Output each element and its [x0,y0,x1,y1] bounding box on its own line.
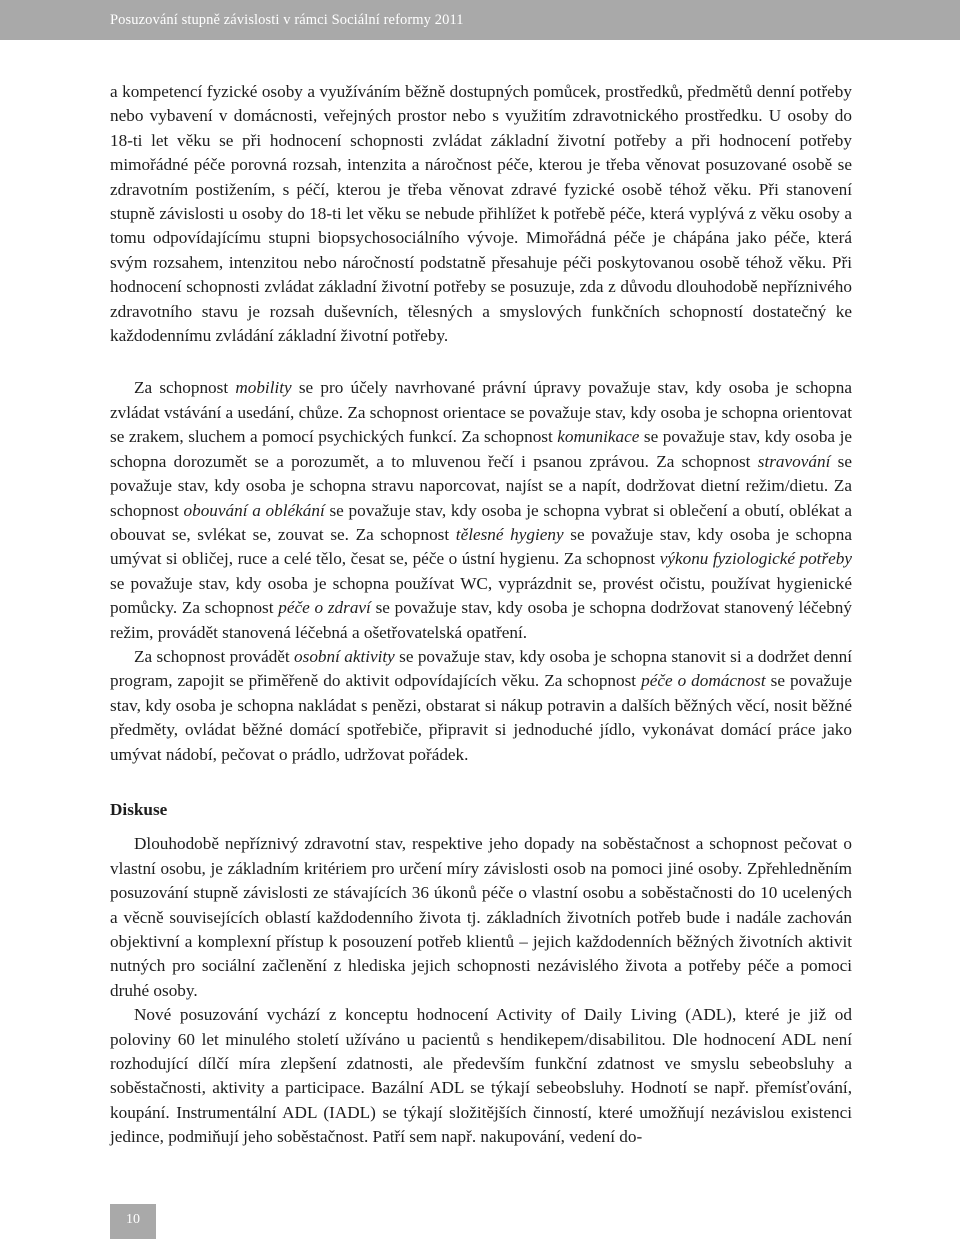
text-run: se považuje stav, kdy osoba je schopna dorozumět se a porozumět, a to mluvenou řečí i psanou zprávou. Za schopnost [110,427,852,471]
header-title: Posuzování stupně závislosti v rámci Sociální reformy 2011 [110,12,464,28]
page-number: 10 [126,1212,140,1227]
term-communication: komunikace [557,427,640,447]
text-run: se pro účely navrhované právní úpravy považuje stav, kdy osoba je schopna zvládat vstávání a usedání, chůze. Za schopnost orientace se považuje stav, kdy osoba je schopna orientovat se zrakem, sluchem a pomocí psychických funkcí. Za schopnost [110,378,852,447]
term-mobility: mobility [235,378,292,398]
running-header [0,0,960,40]
paragraph-2 [110,376,852,644]
text-run: se považuje stav, kdy osoba je schopna vybrat si oblečení a obutí, oblékat a obouvat se, svlékat se, zouvat se. Za schopnost [110,500,853,544]
paragraph-3 [110,645,852,767]
term-hygiene: tělesné hygieny [455,524,564,544]
paragraph-1: a kompetencí fyzické osoby a využíváním běžně dostupných pomůcek, prostředků, předmětů denní potřeby nebo vybavení v domácnosti, veřejných prostor nebo s využitím zdravotnického prostředku. U osoby do 18-ti let věku se při hodnocení schopnosti zvládat základní životní potřeby a při hodnocení potřeby mimořádné péče porovná rozsah, intenzita a náročnost péče, kterou je třeba věnovat posuzované osobě se zdravotním postižením, s péčí, kterou je třeba věnovat zdravé fyzické osobě téhož věku. Při stanovení stupně závislosti u osoby do 18-ti let věku se nebude přihlížet k potřebě péče, která vyplývá z věku osoby a tomu odpovídajícímu stupni biopsychosociálního vývoje. Mimořádná péče je chápána jako péče, která svým rozsahem, intenzitou nebo náročností podstatně přesahuje péči poskytovanou osobě téhož věku. Při hodnocení schopnosti zvládat základní životní potřeby se posuzuje, zda z důvodu dlouhodobě nepříznivého zdravotního stavu je rozsah duševních, tělesných a smyslových funkčních schopností dostatečný ke každodennímu zvládání základní životní potřeby. [110,82,852,346]
term-eating: stravování [757,451,831,471]
text-run: se považuje stav, kdy osoba je schopna stanovit si a dodržet denní program, zapojit se přiměřeně do aktivit odpovídajících věku. Za schopnost [110,646,852,691]
paragraph-4: Dlouhodobě nepříznivý zdravotní stav, respektive jeho dopady na soběstačnost a schopnost pečovat o vlastní osobu, je základním kritériem pro určení míry závislosti osob na pomoci jiné osoby. Zpřehledněním posuzování stupně závislosti ze stávajících 36 úkonů péče o vlastní osobu a soběstačnosti do 10 ucelených a věcně souvisejících oblastí každodenního života tj. základních životních potřeb bude i nadále zachován objektivní a komplexní přístup k posouzení potřeb klientů – jejich každodenních běžných životních aktivit nutných pro sociální začlenění z hlediska jejich schopnosti nezávislého života a potřeby péče a pomoci druhé osoby. [110,834,852,1000]
text-run: Za schopnost [134,378,236,398]
text-run: se považuje stav, kdy osoba je schopna dodržovat stanovený léčebný režim, provádět stanovená léčebná a ošetřovatelská opatření. [110,598,852,642]
term-household-care: péče o domácnost [641,671,766,691]
text-run: Za schopnost provádět [134,646,295,666]
page-body [110,80,852,1150]
section-heading: Diskuse [110,799,168,819]
term-personal-activities: osobní aktivity [294,646,395,666]
text-run: se považuje stav, kdy osoba je schopna používat WC, vyprázdnit se, provést očistu, používat hygienické pomůcky. Za schopnost [110,573,852,618]
term-dressing: obouvání a oblékání [183,500,325,520]
text-run: se považuje stav, kdy osoba je schopna nakládat s penězi, obstarat si nákup potravin a dalších běžných věcí, nosit běžné předměty, ovládat běžné domácí spotřebiče, připravit si jednoduché jídlo, vykonávat domácí práce jako umývat nádobí, pečovat o prádlo, udržovat pořádek. [110,671,852,764]
term-health-care: péče o zdraví [278,598,371,618]
text-run: se považuje stav, kdy osoba je schopna umývat si obličej, ruce a celé tělo, česat se, péče o ústní hygienu. Za schopnost [110,524,852,569]
text-run: se považuje stav, kdy osoba je schopna stravu naporcovat, najíst se a napít, dodržovat dietní režim/dietu. Za schopnost [110,451,852,520]
paragraph-5: Nové posuzování vychází z konceptu hodnocení Activity of Daily Living (ADL), které je již od poloviny 60 let minulého století užíváno u pacientů s hendikepem/disabilitou. Dle hodnocení ADL není rozhodující dílčí míra zlepšení zdatnosti, ale především funkční zdatnost ve smyslu sebeobsluhy a soběstačnosti, aktivity a participace. Bazální ADL se týkají sebeobsluhy. Hodnotí se např. přemísťování, koupání. Instrumentální ADL (IADL) se týkají složitějších činností, které umožňují nezávislou existenci jedince, podmiňují jeho soběstačnost. Patří sem např. nakupování, vedení do- [110,1005,852,1147]
term-physiological-needs: výkonu fyziologické potřeby [659,549,852,569]
page-number-box [110,1204,156,1239]
